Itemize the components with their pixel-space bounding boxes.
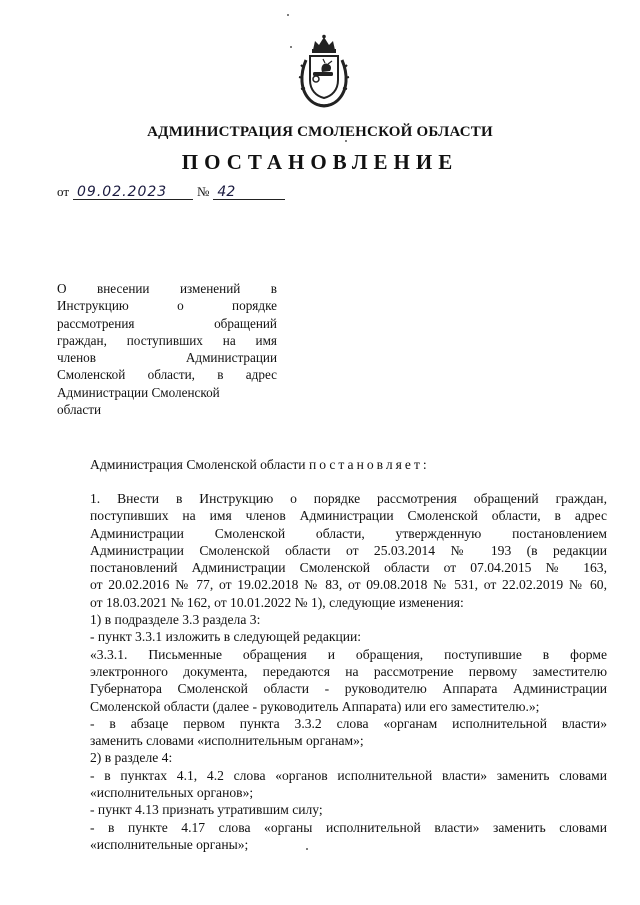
date-prefix: от xyxy=(57,184,70,199)
body-line: 2) в разделе 4: xyxy=(90,750,173,766)
organization-title: АДМИНИСТРАЦИЯ СМОЛЕНСКОЙ ОБЛАСТИ xyxy=(147,124,493,140)
scan-speck xyxy=(290,46,292,48)
body-paragraph xyxy=(57,715,607,750)
subject-line: области xyxy=(57,402,102,418)
subject-line: членов Администрации xyxy=(57,350,277,366)
body-line: от 18.03.2021 № 162, от 10.01.2022 № 1), следующие изменения: xyxy=(90,594,464,610)
body-line: «исполнительных органов»; xyxy=(90,785,254,801)
subject-line: О внесении изменений в xyxy=(57,281,277,296)
body-paragraph xyxy=(57,767,607,802)
number-prefix: № xyxy=(197,184,210,199)
body-line: Смоленской области (далее - руководитель Аппарата) или его заместителю.»; xyxy=(90,698,540,714)
body-paragraph xyxy=(57,611,607,628)
document-body xyxy=(57,490,607,853)
date-value: 09.02.2023 xyxy=(73,185,193,200)
body-line: Администрации Смоленской области, утвержденную постановлением xyxy=(90,525,607,541)
body-line: - в абзаце первом пункта 3.3.2 слова «органам исполнительной власти» xyxy=(90,715,607,731)
number-value: 42 xyxy=(213,185,285,200)
body-line: электронного документа, передаются на рассмотрение первому заместителю xyxy=(90,663,607,679)
body-line: 1) в подразделе 3.3 раздела 3: xyxy=(90,612,261,628)
body-line: Администрации Смоленской области от 25.03.2014 № 193 (в редакции xyxy=(90,542,607,558)
body-paragraph xyxy=(57,490,607,611)
body-line: 1. Внести в Инструкцию о порядке рассмотрения обращений граждан, xyxy=(90,491,607,506)
registration-line xyxy=(57,184,285,200)
body-line: - в пунктах 4.1, 4.2 слова «органов исполнительной власти» заменить словами xyxy=(90,767,607,783)
body-paragraph xyxy=(57,628,607,645)
body-line: - пункт 4.13 признать утратившим силу; xyxy=(90,802,323,818)
body-paragraph xyxy=(57,646,607,715)
body-paragraph xyxy=(57,749,607,766)
document-type-title: ПОСТАНОВЛЕНИЕ xyxy=(181,150,459,174)
subject-line: Инструкцию о порядке xyxy=(57,298,277,314)
resolution-verb: постановляет: xyxy=(308,457,430,472)
subject-line: граждан, поступивших на имя xyxy=(57,332,277,348)
smolensk-coat-of-arms-icon xyxy=(296,34,352,108)
body-line: «исполнительные органы»; xyxy=(90,836,249,852)
body-line: от 20.02.2016 № 77, от 19.02.2018 № 83, от 09.08.2018 № 531, от 22.02.2019 № 60, xyxy=(90,577,607,593)
body-line: заменить словами «исполнительным органам»; xyxy=(90,733,364,749)
subject-line: Администрации Смоленской xyxy=(57,384,220,400)
subject-line: рассмотрения обращений xyxy=(57,315,277,331)
scan-speck xyxy=(306,848,308,850)
body-line: постановлений Администрации Смоленской области от 07.04.2015 № 163, xyxy=(90,560,607,576)
body-line: поступивших на имя членов Администрации Смоленской области, в адрес xyxy=(90,508,607,524)
body-line: - пункт 3.3.1 изложить в следующей редакции: xyxy=(90,629,362,645)
body-line: - в пункте 4.17 слова «органы исполнительной власти» заменить словами xyxy=(90,819,607,835)
scan-speck xyxy=(345,140,347,142)
resolution-line xyxy=(90,457,430,473)
subject-line: Смоленской области, в адрес xyxy=(57,367,277,383)
body-paragraph xyxy=(57,819,607,854)
body-paragraph xyxy=(57,801,607,818)
body-line: Губернатора Смоленской области - руководителю Аппарата Администрации xyxy=(90,681,607,697)
resolution-intro: Администрация Смоленской области xyxy=(90,457,306,472)
scan-speck xyxy=(287,14,289,16)
body-line: «3.3.1. Письменные обращения и обращения, поступившие в форме xyxy=(90,646,607,662)
subject-block xyxy=(57,280,277,418)
